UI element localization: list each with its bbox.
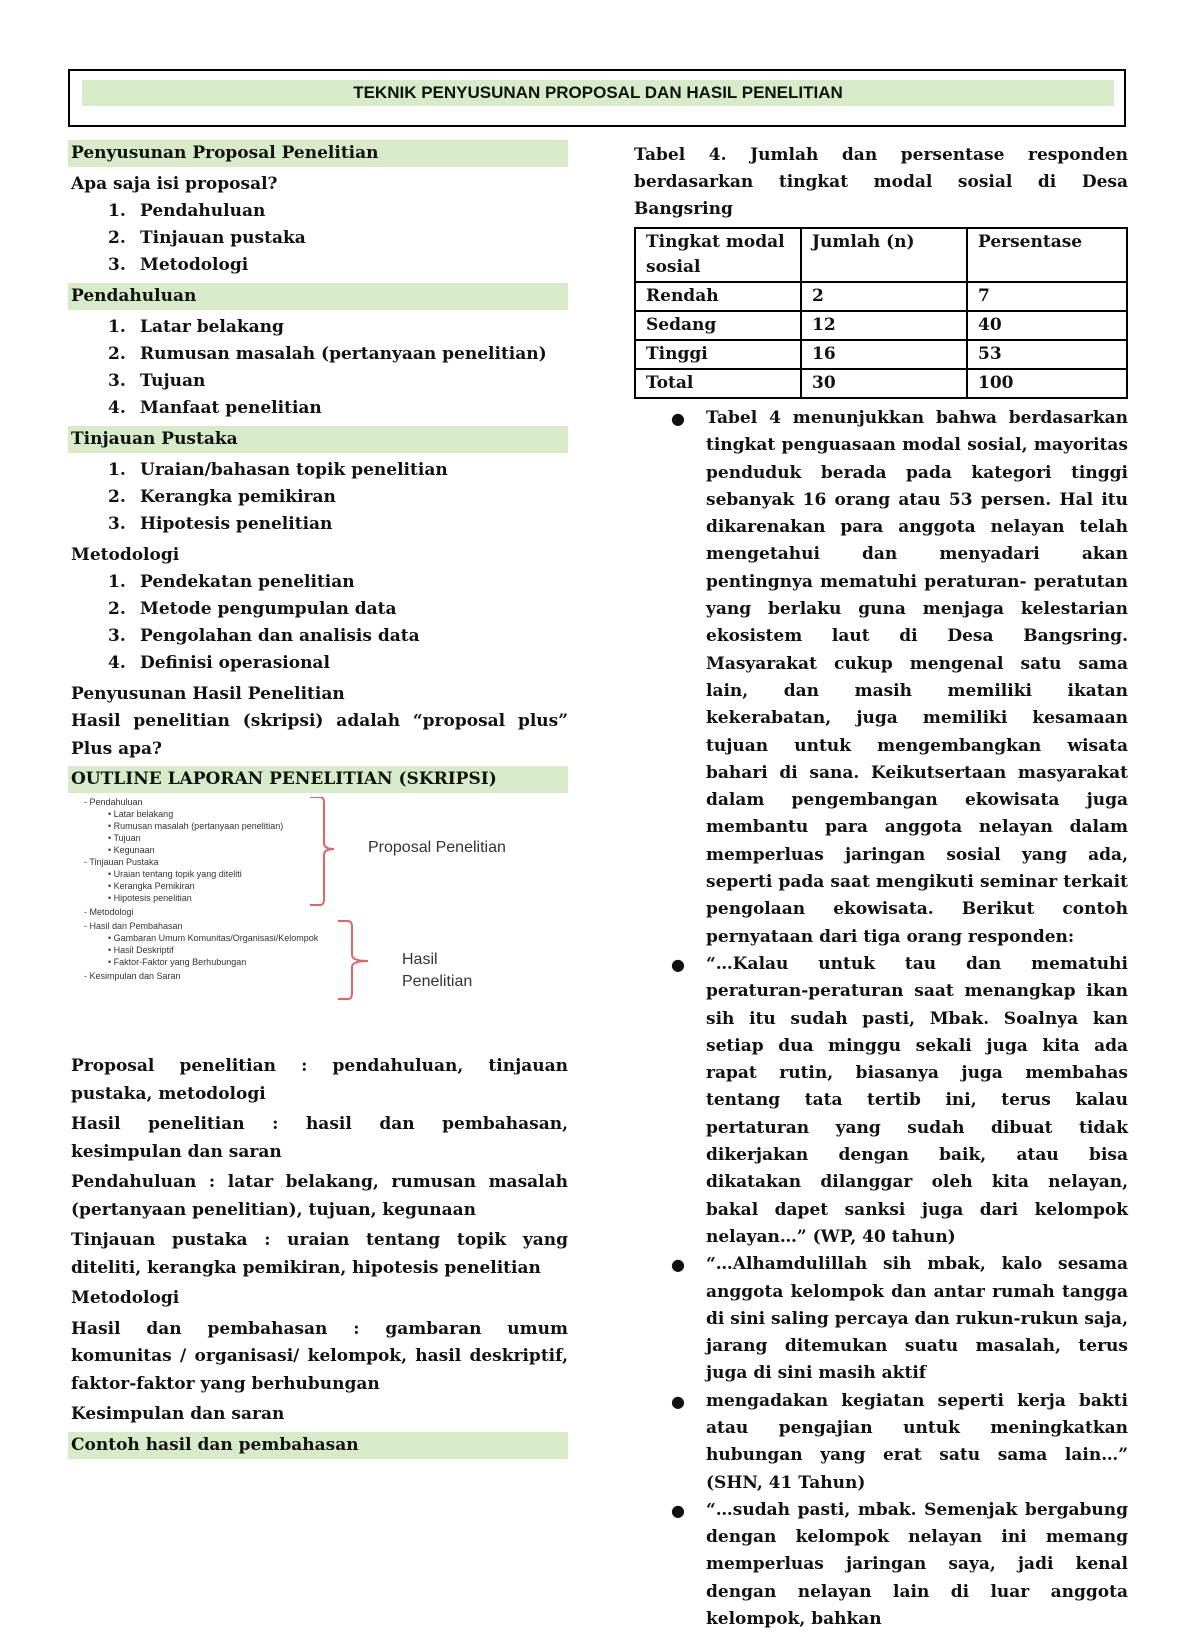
brace-hasil [338, 921, 368, 999]
list-item: 1. Pendekatan penelitian [108, 572, 355, 592]
outline-line: • Hipotesis penelitian [108, 893, 192, 903]
heading-tinjauan: Tinjauan Pustaka [68, 426, 568, 453]
outline-line: • Gambaran Umum Komunitas/Organisasi/Kelompok [108, 933, 319, 943]
list-item: ● “…Kalau untuk tau dan mematuhi peraturan-peraturan saat menangkap ikan sih itu sudah pasti, Mbak. Soalnya kan setiap dua minggu sekali juga kita ada rapat rutin, biasanya juga membahas tentang tata tertib ini, terus kalau pertaturan yang sudah dibuat tidak dikerjakan dengan baik, atau bisa dikatakan dilanggar oleh kita nelayan, bakal dapet sanksi juga dari kelompok nelayan…” (WP, 40 tahun) [634, 951, 1128, 1251]
list-item: 2. Metode pengumpulan data [108, 599, 397, 619]
outline-line: - Tinjauan Pustaka [84, 857, 159, 867]
table-cell: Rendah [635, 282, 801, 311]
table-cell: 40 [967, 311, 1127, 340]
question-isi: Apa saja isi proposal? [71, 174, 278, 194]
paragraph: Metodologi [71, 1288, 180, 1308]
list-item: 3. Hipotesis penelitian [108, 514, 333, 534]
table-cell: 100 [967, 369, 1127, 398]
outline-label-hasil-1: Hasil [402, 951, 438, 968]
bullet-icon: ● [671, 409, 685, 428]
outline-line: • Faktor-Faktor yang Berhubungan [108, 957, 247, 967]
table-header: Jumlah (n) [801, 228, 967, 282]
title-box [68, 69, 1126, 127]
bullet-list [634, 405, 1128, 1633]
table-row [635, 282, 1127, 311]
list-item: 4. Manfaat penelitian [108, 398, 322, 418]
outline-line: • Hasil Deskriptif [108, 945, 174, 955]
outline-line: • Kerangka Pemikiran [108, 881, 195, 891]
table-row [635, 340, 1127, 369]
outline-line: • Tujuan [108, 833, 141, 843]
list-item: 2. Rumusan masalah (pertanyaan penelitian) [108, 344, 547, 364]
list-item: 2. Tinjauan pustaka [108, 228, 306, 248]
paragraph: Hasil penelitian : hasil dan pembahasan, kesimpulan dan saran [71, 1114, 568, 1162]
heading-contoh: Contoh hasil dan pembahasan [68, 1432, 568, 1459]
paragraph: Kesimpulan dan saran [71, 1404, 285, 1424]
list-item: 3. Tujuan [108, 371, 206, 391]
paragraph: Tinjauan pustaka : uraian tentang topik yang diteliti, kerangka pemikiran, hipotesis penelitian [71, 1230, 568, 1278]
outline-line: • Rumusan masalah (pertanyaan penelitian) [108, 821, 284, 831]
paragraph: Hasil dan pembahasan : gambaran umum komunitas / organisasi/ kelompok, hasil deskriptif, faktor-faktor yang berhubungan [71, 1318, 568, 1394]
list-item: 1. Uraian/bahasan topik penelitian [108, 460, 448, 480]
list-item: 3. Metodologi [108, 255, 249, 275]
list-item: 1. Pendahuluan [108, 201, 266, 221]
heading-metodologi: Metodologi [71, 545, 180, 565]
list-item: ● “…Alhamdulillah sih mbak, kalo sesama anggota kelompok dan antar rumah tangga di sini saling percaya dan rukun-rukun saja, jarang ditemukan suatu masalah, terus juga di sini masih aktif [634, 1251, 1128, 1387]
paragraph: Pendahuluan : latar belakang, rumusan masalah (pertanyaan penelitian), tujuan, kegunaan [71, 1172, 568, 1220]
table-cell: 16 [801, 340, 967, 369]
outline-line: - Metodologi [84, 907, 134, 917]
hasil-question: Hasil penelitian (skripsi) adalah “proposal plus” Plus apa? [71, 711, 568, 759]
table-caption: Tabel 4. Jumlah dan persentase responden berdasarkan tingkat modal sosial di Desa Bangsring [634, 145, 1128, 219]
brace-proposal [310, 797, 334, 905]
outline-label-hasil-2: Penelitian [402, 973, 473, 990]
table-row [635, 311, 1127, 340]
outline-line: • Latar belakang [108, 809, 174, 819]
bullet-icon: ● [671, 1255, 685, 1275]
outline-figure [68, 797, 568, 1047]
outline-line: - Hasil dan Pembahasan [84, 921, 183, 931]
pendahuluan-list [68, 314, 568, 422]
outline-label-proposal: Proposal Penelitian [368, 839, 506, 856]
isi-list [68, 198, 568, 279]
page-title: TEKNIK PENYUSUNAN PROPOSAL DAN HASIL PENELITIAN [82, 80, 1114, 106]
outline-line: • Kegunaan [108, 845, 155, 855]
heading-hasil: Penyusunan Hasil Penelitian [71, 684, 345, 704]
left-column [68, 140, 568, 1463]
table-cell: 7 [967, 282, 1127, 311]
bullet-icon: ● [671, 1391, 685, 1411]
table-cell: 30 [801, 369, 967, 398]
list-item: ● “…sudah pasti, mbak. Semenjak bergabung dengan kelompok nelayan ini memang memperluas jaringan saya, jadi kenal dengan nelayan lain di luar anggota kelompok, bahkan [634, 1497, 1128, 1633]
list-item: 1. Latar belakang [108, 317, 284, 337]
paragraph: Proposal penelitian : pendahuluan, tinjauan pustaka, metodologi [71, 1056, 568, 1104]
list-item: ● Tabel 4 menunjukkan bahwa berdasarkan tingkat penguasaan modal sosial, mayoritas penduduk berada pada kategori tinggi sebanyak 16 orang atau 53 persen. Hal itu dikarenakan para anggota nelayan telah mengetahui dan menyadari akan pentingnya mematuhi peraturan- peratutan yang berlaku guna menjaga kelestarian ekosistem laut di Desa Bangsring. Masyarakat cukup mengenal satu sama lain, dan masih memiliki ikatan kekerabatan, juga memiliki kesamaan tujuan untuk mengembangkan wisata bahari di sana. Keikutsertaan masyarakat dalam pengembangan ekowisata juga membantu para anggota nelayan dalam memperluas jaringan sosial yang ada, seperti pada saat mengikuti seminar terkait pengolaan ekowisata. Berikut contoh pernyataan dari tiga orang responden: [634, 405, 1128, 951]
table-row [635, 369, 1127, 398]
table-header-row [635, 228, 1127, 282]
bullet-icon: ● [671, 954, 685, 974]
tinjauan-list [68, 457, 568, 538]
table-cell: Sedang [635, 311, 801, 340]
heading-pendahuluan: Pendahuluan [68, 283, 568, 310]
table-cell: Total [635, 369, 801, 398]
list-item: 2. Kerangka pemikiran [108, 487, 336, 507]
outline-braces [68, 797, 568, 1047]
heading-outline: OUTLINE LAPORAN PENELITIAN (SKRIPSI) [68, 766, 568, 793]
table-cell: 12 [801, 311, 967, 340]
list-item: 4. Definisi operasional [108, 653, 330, 673]
list-item: ● mengadakan kegiatan seperti kerja bakti atau pengajian untuk meningkatkan hubungan yang erat satu sama lain…” (SHN, 41 Tahun) [634, 1388, 1128, 1497]
metodologi-list [68, 569, 568, 677]
table-cell: 53 [967, 340, 1127, 369]
outline-line: • Uraian tentang topik yang diteliti [108, 869, 242, 879]
data-table [634, 227, 1128, 399]
table-cell: 2 [801, 282, 967, 311]
table-header: Persentase [967, 228, 1127, 282]
list-item: 3. Pengolahan dan analisis data [108, 626, 420, 646]
table-header: Tingkat modal sosial [635, 228, 801, 282]
outline-line: - Kesimpulan dan Saran [84, 971, 181, 981]
table-cell: Tinggi [635, 340, 801, 369]
outline-line: - Pendahuluan [84, 797, 143, 807]
bullet-icon: ● [671, 1500, 685, 1520]
heading-proposal: Penyusunan Proposal Penelitian [68, 140, 568, 167]
right-column [634, 142, 1128, 1633]
